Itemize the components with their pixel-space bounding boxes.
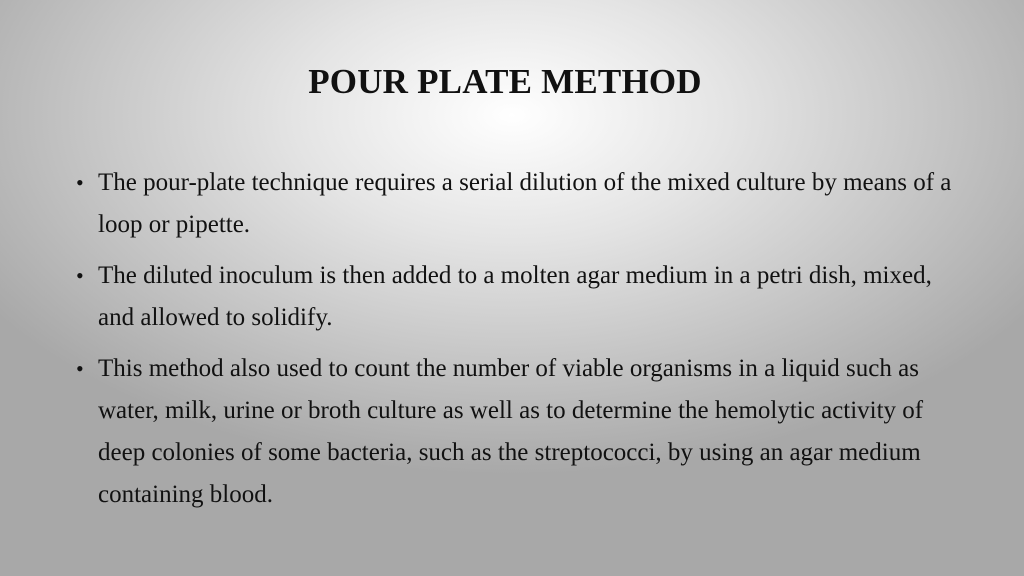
bullet-icon: • xyxy=(76,170,84,195)
bullet-text: The diluted inoculum is then added to a molten agar medium in a petri dish, mixed, and allowed to solidify. xyxy=(98,262,932,331)
bullet-text: This method also used to count the number of viable organisms in a liquid such as water, milk, urine or broth culture as well as to determine the hemolytic activity of deep colonies of some bacteria, such as the streptococci, by using an agar medium containing blood. xyxy=(98,355,924,508)
bullet-item xyxy=(76,162,960,246)
bullet-icon: • xyxy=(76,356,84,381)
bullet-icon: • xyxy=(76,263,84,288)
bullet-text: The pour-plate technique requires a serial dilution of the mixed culture by means of a loop or pipette. xyxy=(98,169,952,238)
slide-title: POUR PLATE METHOD xyxy=(308,62,702,101)
bullet-item xyxy=(76,255,960,339)
bullet-item xyxy=(76,348,960,516)
bullet-list xyxy=(76,162,960,525)
